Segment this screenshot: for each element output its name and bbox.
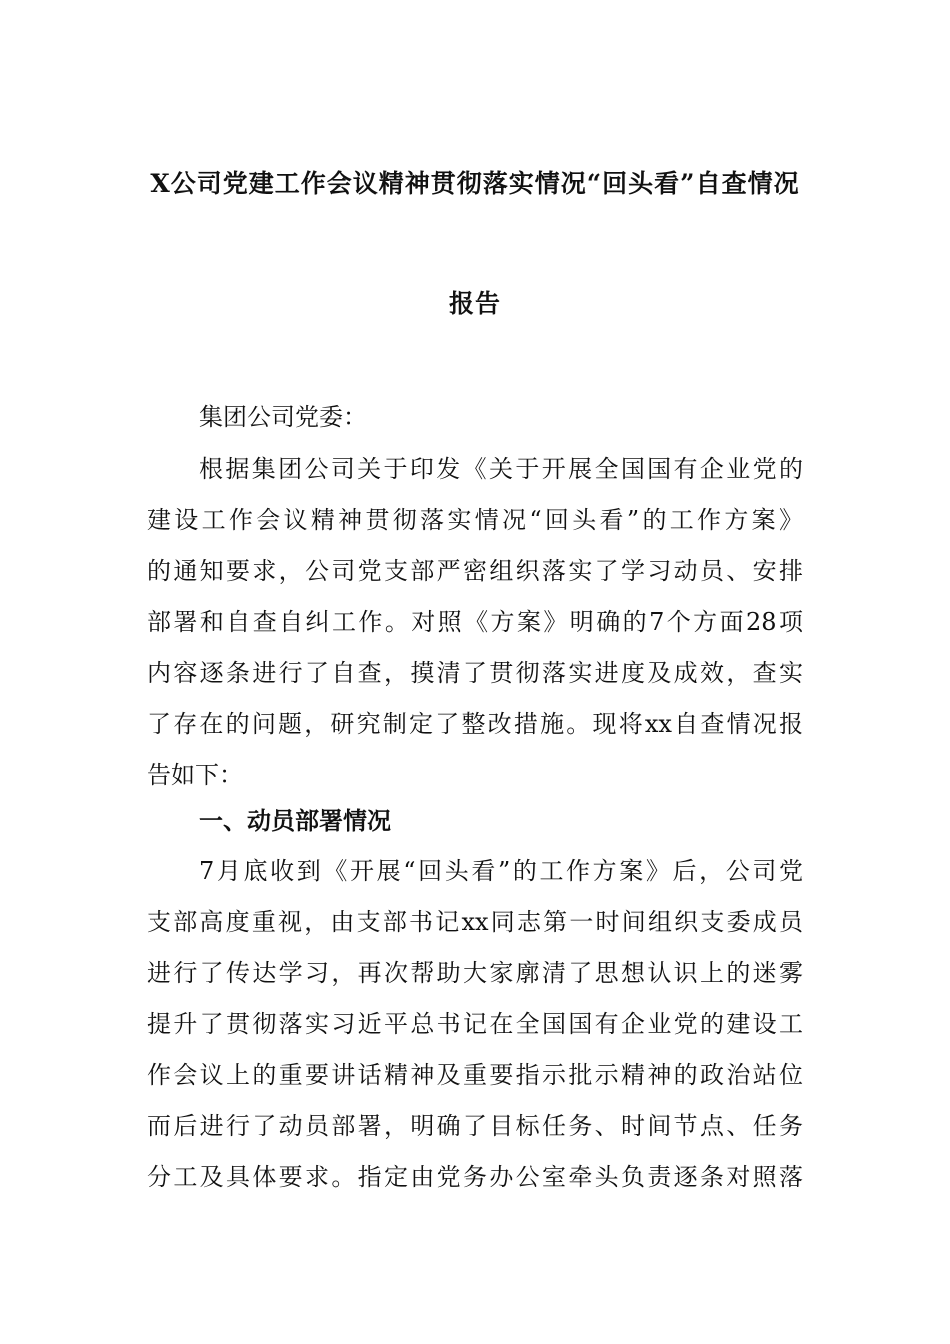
paragraph-line: 进行了传达学习，再次帮助大家廓清了思想认识上的迷雾 bbox=[147, 959, 803, 987]
paragraph-intro bbox=[147, 444, 803, 801]
document-title-line-1: X公司党建工作会议精神贯彻落实情况“回头看”自查情况 bbox=[150, 169, 800, 198]
paragraph-line: 支部高度重视，由支部书记xx同志第一时间组织支委成员 bbox=[147, 908, 803, 936]
paragraph-line: 告如下： bbox=[147, 761, 243, 789]
paragraph-line: 分工及具体要求。指定由党务办公室牵头负责逐条对照落 bbox=[147, 1163, 803, 1191]
paragraph-mobilization bbox=[147, 846, 803, 1203]
section-heading-1 bbox=[147, 795, 803, 846]
paragraph-line: 7月底收到《开展“回头看”的工作方案》后，公司党 bbox=[199, 857, 803, 885]
paragraph-line: 建设工作会议精神贯彻落实情况“回头看”的工作方案》 bbox=[147, 506, 803, 534]
paragraph-line: 了存在的问题，研究制定了整改措施。现将xx自查情况报 bbox=[147, 710, 803, 738]
section-heading-text: 一、动员部署情况 bbox=[199, 806, 391, 835]
paragraph-line: 部署和自查自纠工作。对照《方案》明确的7个方面28项 bbox=[147, 608, 803, 636]
salutation bbox=[147, 392, 803, 443]
paragraph-line: 提升了贯彻落实习近平总书记在全国国有企业党的建设工 bbox=[147, 1010, 803, 1038]
paragraph-line: 而后进行了动员部署，明确了目标任务、时间节点、任务 bbox=[147, 1112, 803, 1140]
paragraph-line: 内容逐条进行了自查，摸清了贯彻落实进度及成效，查实 bbox=[147, 659, 803, 687]
paragraph-line: 作会议上的重要讲话精神及重要指示批示精神的政治站位 bbox=[147, 1061, 803, 1089]
document-title-line-2: 报告 bbox=[448, 289, 501, 318]
paragraph-line: 根据集团公司关于印发《关于开展全国国有企业党的 bbox=[199, 455, 803, 483]
paragraph-line: 的通知要求，公司党支部严密组织落实了学习动员、安排 bbox=[147, 557, 803, 585]
salutation-text: 集团公司党委： bbox=[199, 403, 367, 431]
